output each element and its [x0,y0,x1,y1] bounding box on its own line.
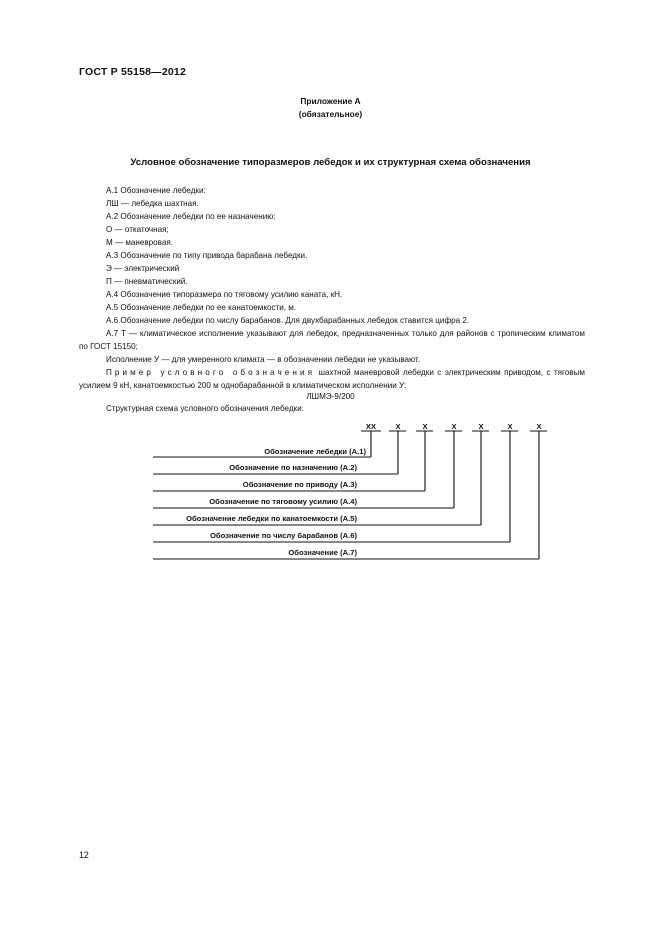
paragraph-m: М — маневровая. [106,238,174,247]
paragraph-lsh: ЛШ — лебедка шахтная. [106,199,199,208]
paragraph-a5: А.5 Обозначение лебедки по ее канатоемкости, м. [106,303,297,312]
scheme-caption: Структурная схема условного обозначения лебедки: [106,404,304,413]
code-2: Х [395,422,401,431]
scheme-label-a5: Обозначение лебедки по канатоемкости (А.5) [186,514,357,523]
appendix-status: (обязательное) [298,109,363,119]
paragraph-a1: А.1 Обозначение лебедки: [106,186,206,195]
page-number: 12 [79,850,89,860]
appendix-title: Приложение А [300,96,361,106]
code-3: Х [422,422,428,431]
scheme-label-a6: Обозначение по числу барабанов (А.6) [209,531,357,540]
section-title: Условное обозначение типоразмеров лебедок и их структурная схема обозначения [130,157,531,168]
code-6: Х [507,422,513,431]
code-5: Х [478,422,484,431]
paragraph-a7: А.7 Т — климатическое исполнение указывают для лебедок, предназначенных только для районов с тропическим климатом по ГОСТ 15150; [79,329,585,352]
scheme-label-a3: Обозначение по приводу (А.3) [242,480,357,489]
code-1: ХХ [365,422,377,431]
example-text: шахтной маневровой лебедки с электрическим приводом, с тяговым усилием 9 кН, канатоемкостью 200 м однобарабанной в климатическом исполнении У: [79,368,585,391]
paragraph-p: П — пневматический. [106,277,188,286]
paragraph-a4: А.4 Обозначение типоразмера по тяговому усилию каната, кН. [106,290,343,299]
paragraph-o: О — откаточная; [106,225,169,234]
scheme-label-a2: Обозначение по назначению (А.2) [229,463,357,472]
code-4: Х [451,422,457,431]
scheme-label-a7: Обозначение (А.7) [288,548,357,557]
paragraph-ispolnenie: Исполнение У — для умеренного климата — в обозначении лебедки не указывают. [106,355,420,364]
example-designation: ЛШМЭ-9/200 [306,392,355,401]
document-header: ГОСТ Р 55158—2012 [79,66,187,78]
scheme-label-a4: Обозначение по тяговому усилию (А.4) [209,497,357,506]
paragraph-a3: А.3 Обозначение по типу привода барабана лебедки. [106,251,308,260]
scheme-label-a1: Обозначение лебедки (А.1) [264,447,366,456]
code-7: Х [536,422,542,431]
example-label: Пример условного обозначения [106,368,316,377]
paragraph-e: Э — электрический [106,264,180,273]
paragraph-a2: А.2 Обозначение лебедки по ее назначению: [106,212,276,221]
paragraph-a6: А.6 Обозначение лебедки по числу барабанов. Для двухбарабанных лебедок ставится цифра 2. [106,316,470,325]
